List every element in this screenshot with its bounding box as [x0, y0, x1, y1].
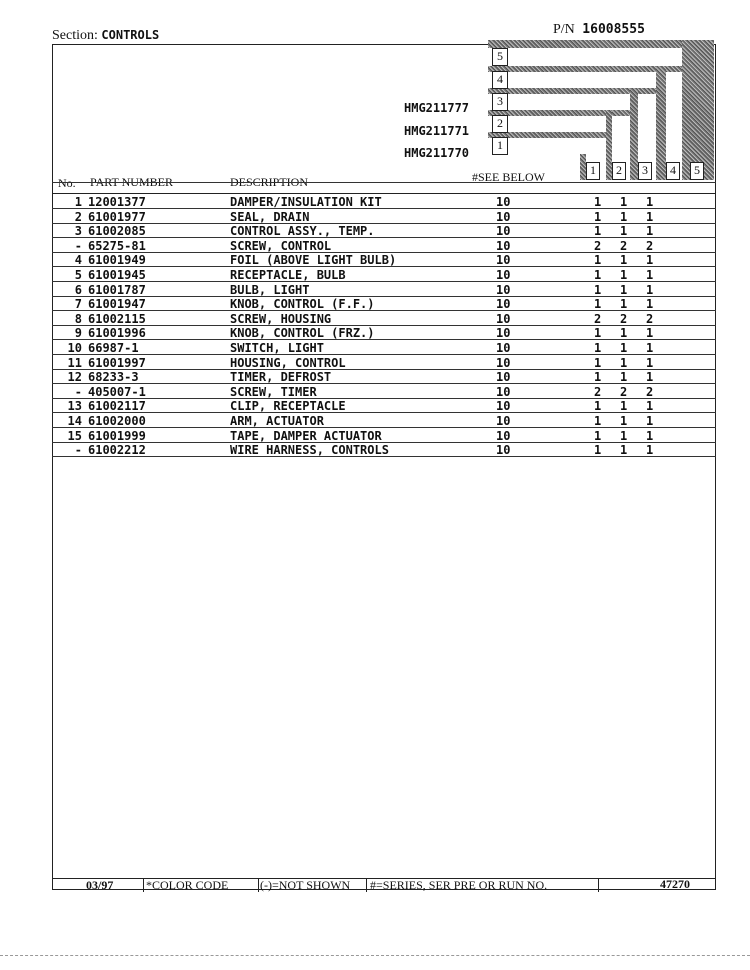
cell-no: 4 [74, 253, 82, 268]
cell-c1: 1 [594, 355, 602, 370]
cell-c3: 1 [646, 224, 654, 239]
section-value: CONTROLS [101, 28, 160, 42]
cell-pn: 61001997 [88, 355, 146, 370]
cell-c1: 1 [594, 370, 602, 385]
cell-desc: KNOB, CONTROL (F.F.) [230, 297, 375, 312]
cell-c3: 1 [646, 355, 654, 370]
cell-c3: 2 [646, 311, 654, 326]
col-no-header: No. [58, 176, 76, 190]
table-row [52, 399, 716, 414]
cell-c3: 2 [646, 384, 654, 399]
model-slot-2: 2 [492, 115, 508, 133]
cell-c1: 1 [594, 341, 602, 355]
cell-pn: 12001377 [88, 195, 146, 209]
cell-sb: 10 [496, 428, 511, 443]
cell-c2: 1 [620, 224, 628, 239]
cell-no: - [74, 238, 82, 253]
cell-desc: RECEPTACLE, BULB [230, 268, 346, 282]
table-row [52, 239, 716, 254]
cell-c2: 1 [620, 268, 628, 282]
table-row [52, 356, 716, 371]
cell-desc: SCREW, CONTROL [230, 238, 332, 253]
cell-desc: ARM, ACTUATOR [230, 414, 324, 428]
cell-c1: 1 [594, 399, 602, 414]
cell-no: 1 [74, 195, 82, 209]
cell-c2: 1 [620, 443, 628, 458]
footer-divider-4 [598, 878, 599, 892]
cell-desc: HOUSING, CONTROL [230, 355, 346, 370]
cell-no: 2 [74, 209, 82, 224]
cell-no: 13 [67, 399, 82, 414]
cell-sb: 10 [496, 224, 511, 239]
cell-sb: 10 [496, 443, 511, 458]
cell-sb: 10 [496, 341, 511, 355]
cell-c2: 1 [620, 428, 628, 443]
cell-pn: 68233-3 [88, 370, 139, 385]
cell-desc: SCREW, HOUSING [230, 311, 332, 326]
cell-pn: 61002085 [88, 224, 146, 239]
table-row [52, 297, 716, 312]
col-head-4: 4 [666, 162, 680, 180]
cell-sb: 10 [496, 355, 511, 370]
table-row [52, 414, 716, 429]
cell-c2: 1 [620, 399, 628, 414]
model-slot-4: 4 [492, 71, 508, 89]
cell-no: 10 [67, 341, 82, 355]
cell-c3: 1 [646, 297, 654, 312]
table-row [52, 253, 716, 268]
cell-c2: 2 [620, 384, 628, 399]
cell-no: 7 [74, 297, 82, 312]
cell-c1: 1 [594, 297, 602, 312]
cell-c2: 1 [620, 282, 628, 297]
cell-c3: 1 [646, 209, 654, 224]
cell-c2: 1 [620, 195, 628, 209]
table-row [52, 283, 716, 298]
cell-sb: 10 [496, 326, 511, 341]
cell-c2: 1 [620, 341, 628, 355]
shade-band-5 [488, 40, 714, 48]
cell-desc: KNOB, CONTROL (FRZ.) [230, 326, 375, 341]
cell-no: - [74, 384, 82, 399]
cell-no: 8 [74, 311, 82, 326]
cell-pn: 405007-1 [88, 384, 146, 399]
footer-color-code: *COLOR CODE [146, 878, 229, 892]
cell-no: 6 [74, 282, 82, 297]
cell-pn: 65275-81 [88, 238, 146, 253]
cell-no: - [74, 443, 82, 458]
shade-col-3 [630, 88, 638, 180]
col-description-header: DESCRIPTION [230, 175, 309, 189]
table-row [52, 210, 716, 225]
cell-c1: 2 [594, 238, 602, 253]
cell-pn: 61001787 [88, 282, 146, 297]
cell-no: 3 [74, 224, 82, 239]
cell-c2: 2 [620, 238, 628, 253]
cell-no: 11 [67, 355, 82, 370]
section-label: Section: [52, 28, 98, 43]
cell-desc: FOIL (ABOVE LIGHT BULB) [230, 253, 397, 268]
table-row [52, 312, 716, 327]
cell-desc: DAMPER/INSULATION KIT [230, 195, 382, 209]
cell-c1: 1 [594, 443, 602, 458]
footer-date: 03/97 [86, 878, 114, 892]
shade-col-4 [656, 66, 666, 180]
cell-pn: 61001949 [88, 253, 146, 268]
row-rule [52, 456, 716, 457]
cell-sb: 10 [496, 195, 511, 209]
cell-sb: 10 [496, 370, 511, 385]
footer-divider-1 [143, 878, 144, 892]
cell-sb: 10 [496, 311, 511, 326]
cell-c1: 2 [594, 384, 602, 399]
shade-band-4 [488, 66, 682, 72]
cell-pn: 66987-1 [88, 341, 139, 355]
cell-c2: 1 [620, 209, 628, 224]
cell-desc: SWITCH, LIGHT [230, 341, 324, 355]
cell-sb: 10 [496, 238, 511, 253]
cell-pn: 61001996 [88, 326, 146, 341]
model-slot-3: 3 [492, 93, 508, 111]
cell-no: 14 [67, 414, 82, 428]
col-head-5: 5 [690, 162, 704, 180]
cell-c3: 1 [646, 195, 654, 209]
model-slot-1: 1 [492, 137, 508, 155]
scan-edge-line [0, 955, 750, 956]
table-row [52, 224, 716, 239]
cell-desc: BULB, LIGHT [230, 282, 310, 297]
cell-c1: 2 [594, 311, 602, 326]
cell-sb: 10 [496, 297, 511, 312]
cell-desc: SCREW, TIMER [230, 384, 317, 399]
header-rule-bottom [52, 193, 716, 194]
cell-sb: 10 [496, 268, 511, 282]
shade-col-5 [682, 40, 714, 180]
cell-c3: 1 [646, 268, 654, 282]
cell-pn: 61002000 [88, 414, 146, 428]
cell-c1: 1 [594, 428, 602, 443]
table-row [52, 370, 716, 385]
cell-pn: 61001977 [88, 209, 146, 224]
cell-c2: 1 [620, 326, 628, 341]
col-head-1: 1 [586, 162, 600, 180]
col-head-2: 2 [612, 162, 626, 180]
cell-no: 15 [67, 428, 82, 443]
col-see-below-header: #SEE BELOW [472, 170, 545, 184]
cell-c1: 1 [594, 268, 602, 282]
cell-sb: 10 [496, 253, 511, 268]
footer-number: 47270 [660, 877, 690, 891]
cell-no: 12 [67, 370, 82, 385]
table-row [52, 443, 716, 458]
col-head-3: 3 [638, 162, 652, 180]
cell-c1: 1 [594, 209, 602, 224]
col-part-number-header: PART NUMBER [90, 175, 173, 189]
cell-c3: 1 [646, 326, 654, 341]
table-row [52, 385, 716, 400]
model-slot-5: 5 [492, 48, 508, 66]
cell-c3: 1 [646, 428, 654, 443]
table-row [52, 326, 716, 341]
cell-c1: 1 [594, 326, 602, 341]
cell-c3: 1 [646, 370, 654, 385]
pn-value: 16008555 [582, 22, 645, 37]
table-row [52, 268, 716, 283]
cell-c2: 1 [620, 253, 628, 268]
cell-pn: 61002212 [88, 443, 146, 458]
cell-sb: 10 [496, 384, 511, 399]
footer-divider-2 [258, 878, 259, 892]
cell-sb: 10 [496, 282, 511, 297]
cell-c2: 1 [620, 297, 628, 312]
cell-desc: CLIP, RECEPTACLE [230, 399, 346, 414]
header-rule [52, 182, 716, 183]
cell-desc: SEAL, DRAIN [230, 209, 310, 224]
cell-c1: 1 [594, 195, 602, 209]
footer-divider-3 [366, 878, 367, 892]
cell-c1: 1 [594, 224, 602, 239]
cell-c3: 1 [646, 399, 654, 414]
cell-c1: 1 [594, 253, 602, 268]
footer-not-shown: (-)=NOT SHOWN [260, 878, 351, 892]
cell-pn: 61001999 [88, 428, 146, 443]
cell-c3: 1 [646, 282, 654, 297]
cell-sb: 10 [496, 399, 511, 414]
pn-label: P/N [553, 22, 575, 37]
cell-c1: 1 [594, 414, 602, 428]
cell-c3: 2 [646, 238, 654, 253]
cell-c3: 1 [646, 341, 654, 355]
cell-sb: 10 [496, 414, 511, 428]
cell-c3: 1 [646, 443, 654, 458]
part-number-header [553, 22, 645, 38]
cell-c3: 1 [646, 414, 654, 428]
model-name-3: HMG211777 [404, 101, 470, 115]
table-row [52, 429, 716, 444]
table-row [52, 195, 716, 210]
cell-c2: 1 [620, 355, 628, 370]
model-name-1: HMG211770 [404, 146, 470, 160]
cell-sb: 10 [496, 209, 511, 224]
cell-c2: 2 [620, 311, 628, 326]
cell-desc: TAPE, DAMPER ACTUATOR [230, 428, 382, 443]
cell-desc: TIMER, DEFROST [230, 370, 332, 385]
cell-no: 9 [74, 326, 82, 341]
table-row [52, 341, 716, 356]
cell-c1: 1 [594, 282, 602, 297]
cell-pn: 61002117 [88, 399, 146, 414]
cell-pn: 61002115 [88, 311, 146, 326]
cell-c2: 1 [620, 414, 628, 428]
cell-pn: 61001947 [88, 297, 146, 312]
footer-series-note: #=SERIES, SER PRE OR RUN NO. [370, 878, 548, 892]
section-header [52, 28, 159, 44]
cell-c3: 1 [646, 253, 654, 268]
cell-desc: WIRE HARNESS, CONTROLS [230, 443, 389, 458]
cell-c2: 1 [620, 370, 628, 385]
cell-pn: 61001945 [88, 268, 146, 282]
cell-no: 5 [74, 268, 82, 282]
cell-desc: CONTROL ASSY., TEMP. [230, 224, 375, 239]
model-name-2: HMG211771 [404, 124, 470, 138]
